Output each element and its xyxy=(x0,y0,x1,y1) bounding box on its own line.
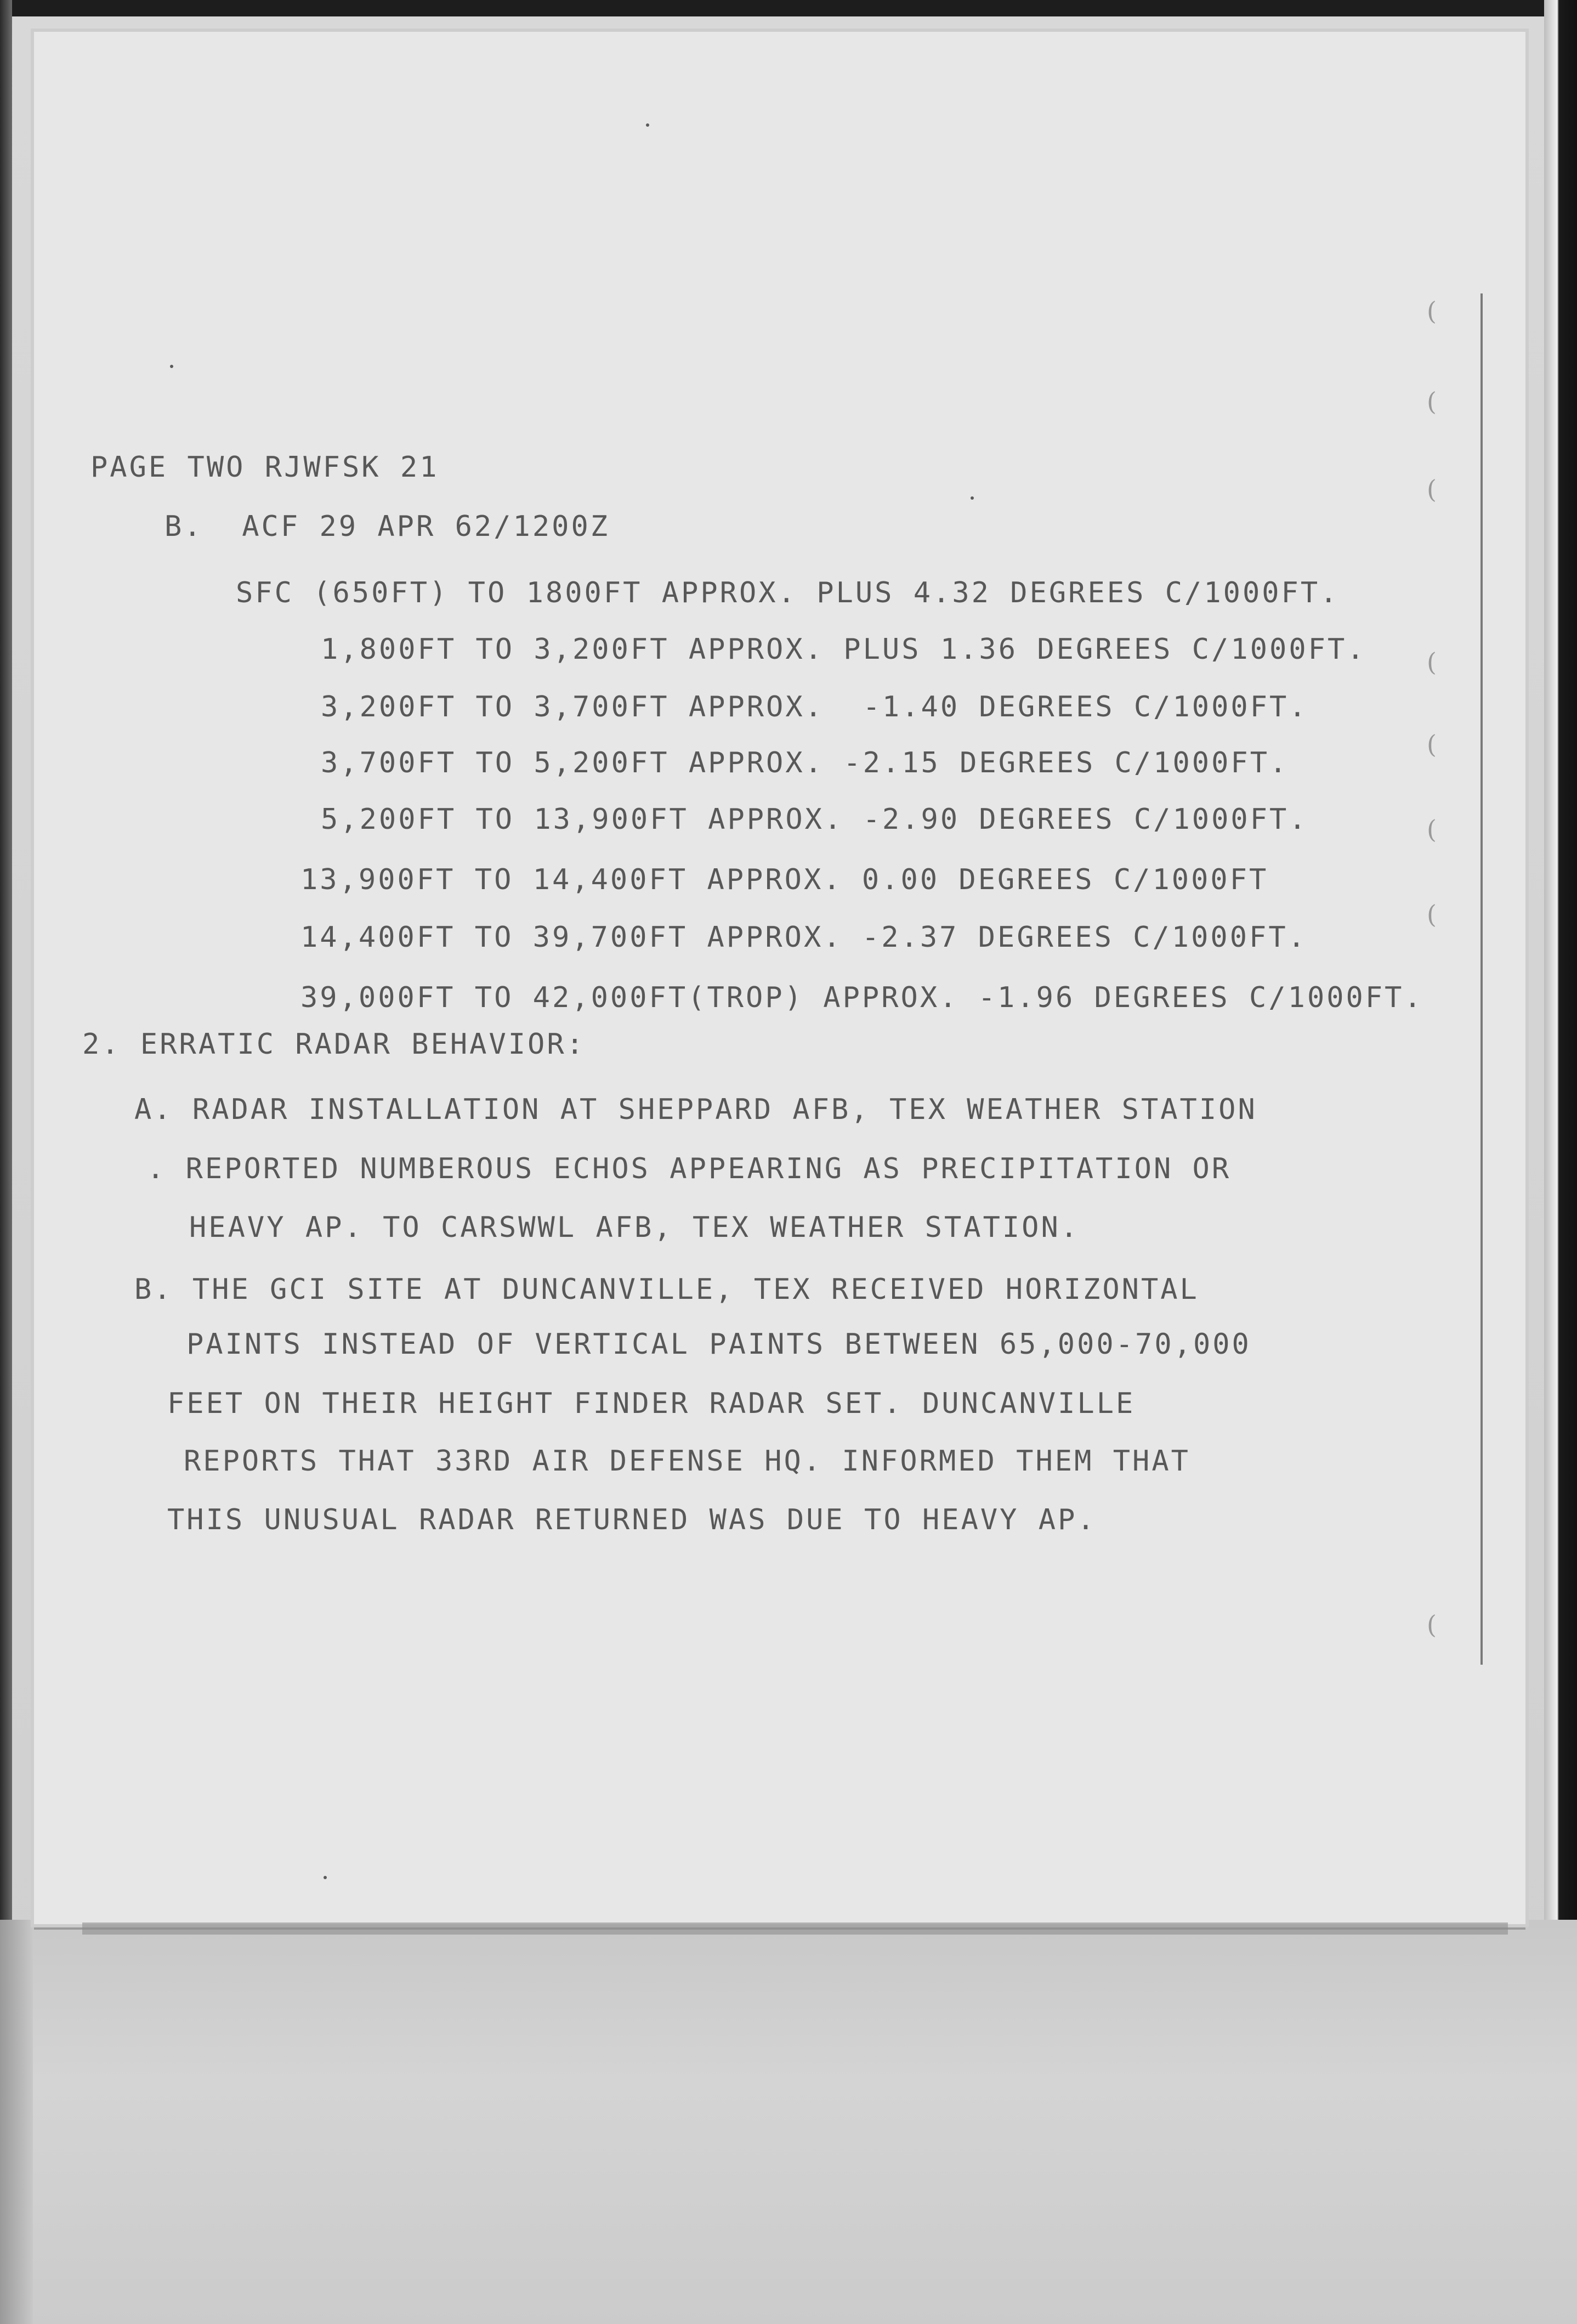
item-a-line: . REPORTED NUMBEROUS ECHOS APPEARING AS PRECIPITATION OR xyxy=(147,1152,1232,1185)
dust-speck xyxy=(170,365,173,368)
margin-mark: ( xyxy=(1427,730,1437,759)
film-edge-marks xyxy=(0,1920,33,2324)
margin-mark: ( xyxy=(1427,387,1437,416)
film-frame-left xyxy=(0,0,12,1920)
lapse-rate-line: 3,200FT TO 3,700FT APPROX. -1.40 DEGREES C/1000FT. xyxy=(321,691,1308,723)
document-page xyxy=(34,32,1525,1924)
lapse-rate-line: SFC (650FT) TO 1800FT APPROX. PLUS 4.32 DEGREES C/1000FT. xyxy=(236,576,1340,609)
margin-mark: ( xyxy=(1427,1610,1437,1639)
dust-speck xyxy=(646,123,649,127)
page-shadow xyxy=(82,1922,1508,1935)
item-b-line: B. THE GCI SITE AT DUNCANVILLE, TEX RECEIVED HORIZONTAL xyxy=(134,1273,1199,1306)
lapse-rate-line: 14,400FT TO 39,700FT APPROX. -2.37 DEGREES C/1000FT. xyxy=(300,921,1307,954)
item-b-line: FEET ON THEIR HEIGHT FINDER RADAR SET. DUNCANVILLE xyxy=(167,1387,1136,1420)
margin-mark: ( xyxy=(1427,815,1437,844)
lapse-rate-line: 39,000FT TO 42,000FT(TROP) APPROX. -1.96 DEGREES C/1000FT. xyxy=(300,981,1423,1014)
item-a-line: HEAVY AP. TO CARSWWL AFB, TEX WEATHER STATION. xyxy=(189,1211,1080,1244)
film-frame-top xyxy=(0,0,1577,16)
page-header: PAGE TWO RJWFSK 21 xyxy=(90,451,439,484)
lapse-rate-line: 1,800FT TO 3,200FT APPROX. PLUS 1.36 DEGREES C/1000FT. xyxy=(321,633,1366,666)
margin-rule xyxy=(1480,293,1483,1665)
margin-mark: ( xyxy=(1427,296,1437,326)
margin-mark: ( xyxy=(1427,474,1437,504)
lapse-rate-line: 5,200FT TO 13,900FT APPROX. -2.90 DEGREES C/1000FT. xyxy=(321,803,1308,836)
item-b-line: REPORTS THAT 33RD AIR DEFENSE HQ. INFORMED THEM THAT xyxy=(184,1445,1190,1478)
film-frame-bottom xyxy=(0,1920,1577,2324)
section-b-heading: B. ACF 29 APR 62/1200Z xyxy=(164,510,610,543)
section-2-heading: 2. ERRATIC RADAR BEHAVIOR: xyxy=(82,1028,586,1061)
film-frame-right xyxy=(1544,0,1577,1953)
item-b-line: THIS UNUSUAL RADAR RETURNED WAS DUE TO HEAVY AP. xyxy=(167,1503,1097,1536)
item-b-line: PAINTS INSTEAD OF VERTICAL PAINTS BETWEEN 65,000-70,000 xyxy=(186,1328,1251,1361)
lapse-rate-line: 13,900FT TO 14,400FT APPROX. 0.00 DEGREES C/1000FT xyxy=(300,863,1269,896)
dust-speck xyxy=(971,496,974,500)
dust-speck xyxy=(324,1876,327,1879)
margin-mark: ( xyxy=(1427,900,1437,929)
item-a-line: A. RADAR INSTALLATION AT SHEPPARD AFB, TEX WEATHER STATION xyxy=(134,1093,1257,1126)
margin-mark: ( xyxy=(1427,647,1437,677)
lapse-rate-line: 3,700FT TO 5,200FT APPROX. -2.15 DEGREES C/1000FT. xyxy=(321,747,1289,779)
